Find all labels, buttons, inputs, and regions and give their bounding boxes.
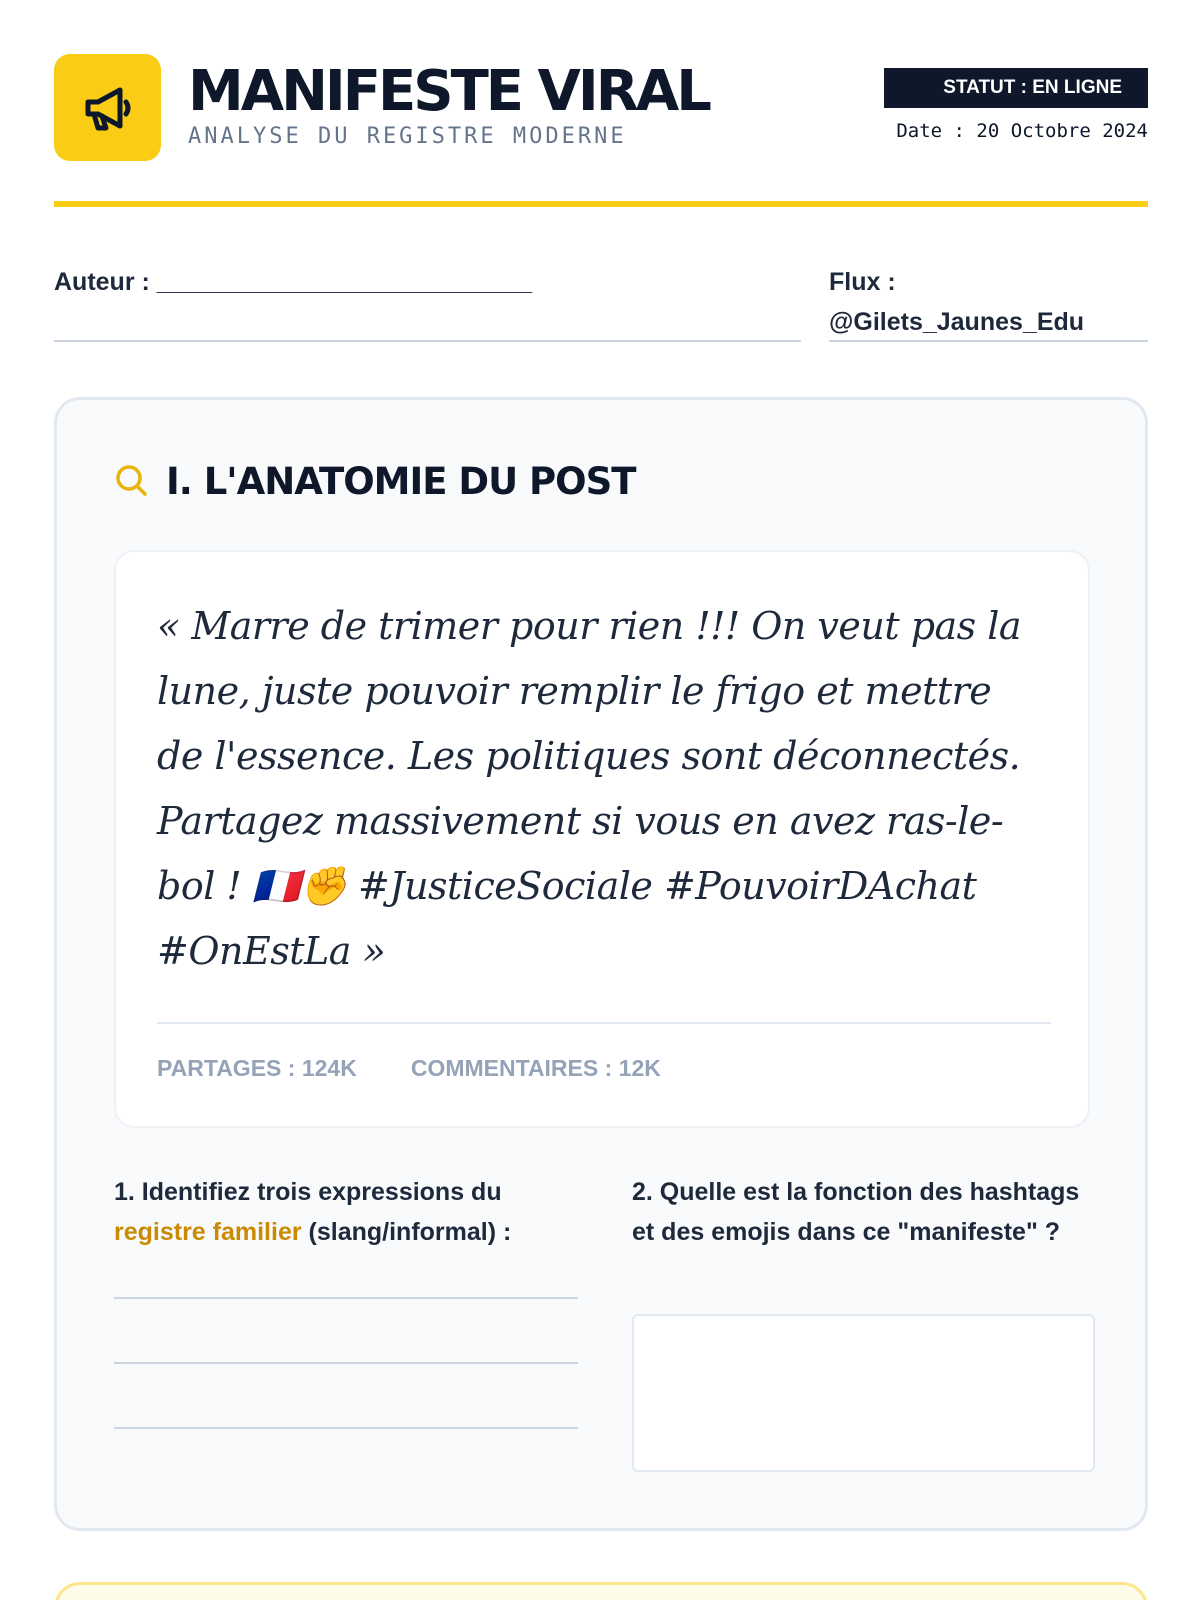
header	[54, 54, 1148, 162]
header-divider	[54, 201, 1148, 207]
answer-line-1[interactable]	[114, 1297, 578, 1299]
answer-line-3[interactable]	[114, 1427, 578, 1429]
post-quote: « Marre de trimer pour rien !!! On veut pas la lune, juste pouvoir remplir le frigo et mettre de l'essence. Les politiques sont déconnectés. Partagez massivement si vous en avez ras-le-bol ! 🇫🇷✊ #JusticeSociale #PouvoirDAchat #OnEstLa »	[157, 604, 1022, 973]
section-header	[114, 457, 636, 505]
author-label: Auteur : ___________________________	[54, 268, 533, 296]
card-divider	[157, 1022, 1051, 1024]
next-section-card	[54, 1582, 1148, 1600]
section-title: I. L'ANATOMIE DU POST	[166, 459, 636, 503]
author-field[interactable]	[54, 262, 801, 342]
question-1-prefix: 1. Identifiez trois expressions du	[114, 1178, 502, 1206]
page-title: MANIFESTE VIRAL	[188, 59, 709, 124]
feed-field	[829, 262, 1148, 342]
question-1-suffix: (slang/informal) :	[301, 1218, 512, 1246]
logo	[54, 54, 161, 161]
megaphone-icon	[80, 80, 136, 136]
feed-label: Flux :	[829, 268, 896, 296]
post-stats	[157, 1055, 661, 1082]
answer-box[interactable]	[632, 1314, 1095, 1472]
answer-line-2[interactable]	[114, 1362, 578, 1364]
search-icon	[114, 463, 150, 499]
comments-count: COMMENTAIRES : 12K	[410, 1055, 661, 1081]
section-anatomy	[54, 397, 1148, 1531]
question-2-text: 2. Quelle est la fonction des hashtags et des emojis dans ce "manifeste" ?	[632, 1178, 1080, 1246]
post-card	[114, 550, 1090, 1128]
status-badge: STATUT : EN LIGNE	[884, 68, 1148, 108]
shares-count: PARTAGES : 124K	[157, 1055, 357, 1081]
date-label: Date : 20 Octobre 2024	[896, 120, 1148, 142]
feed-value: @Gilets_Jaunes_Edu	[829, 308, 1085, 336]
page-subtitle: ANALYSE DU REGISTRE MODERNE	[188, 124, 627, 149]
question-1	[114, 1172, 578, 1252]
question-2	[632, 1172, 1090, 1252]
question-1-highlight: registre familier	[114, 1218, 302, 1246]
